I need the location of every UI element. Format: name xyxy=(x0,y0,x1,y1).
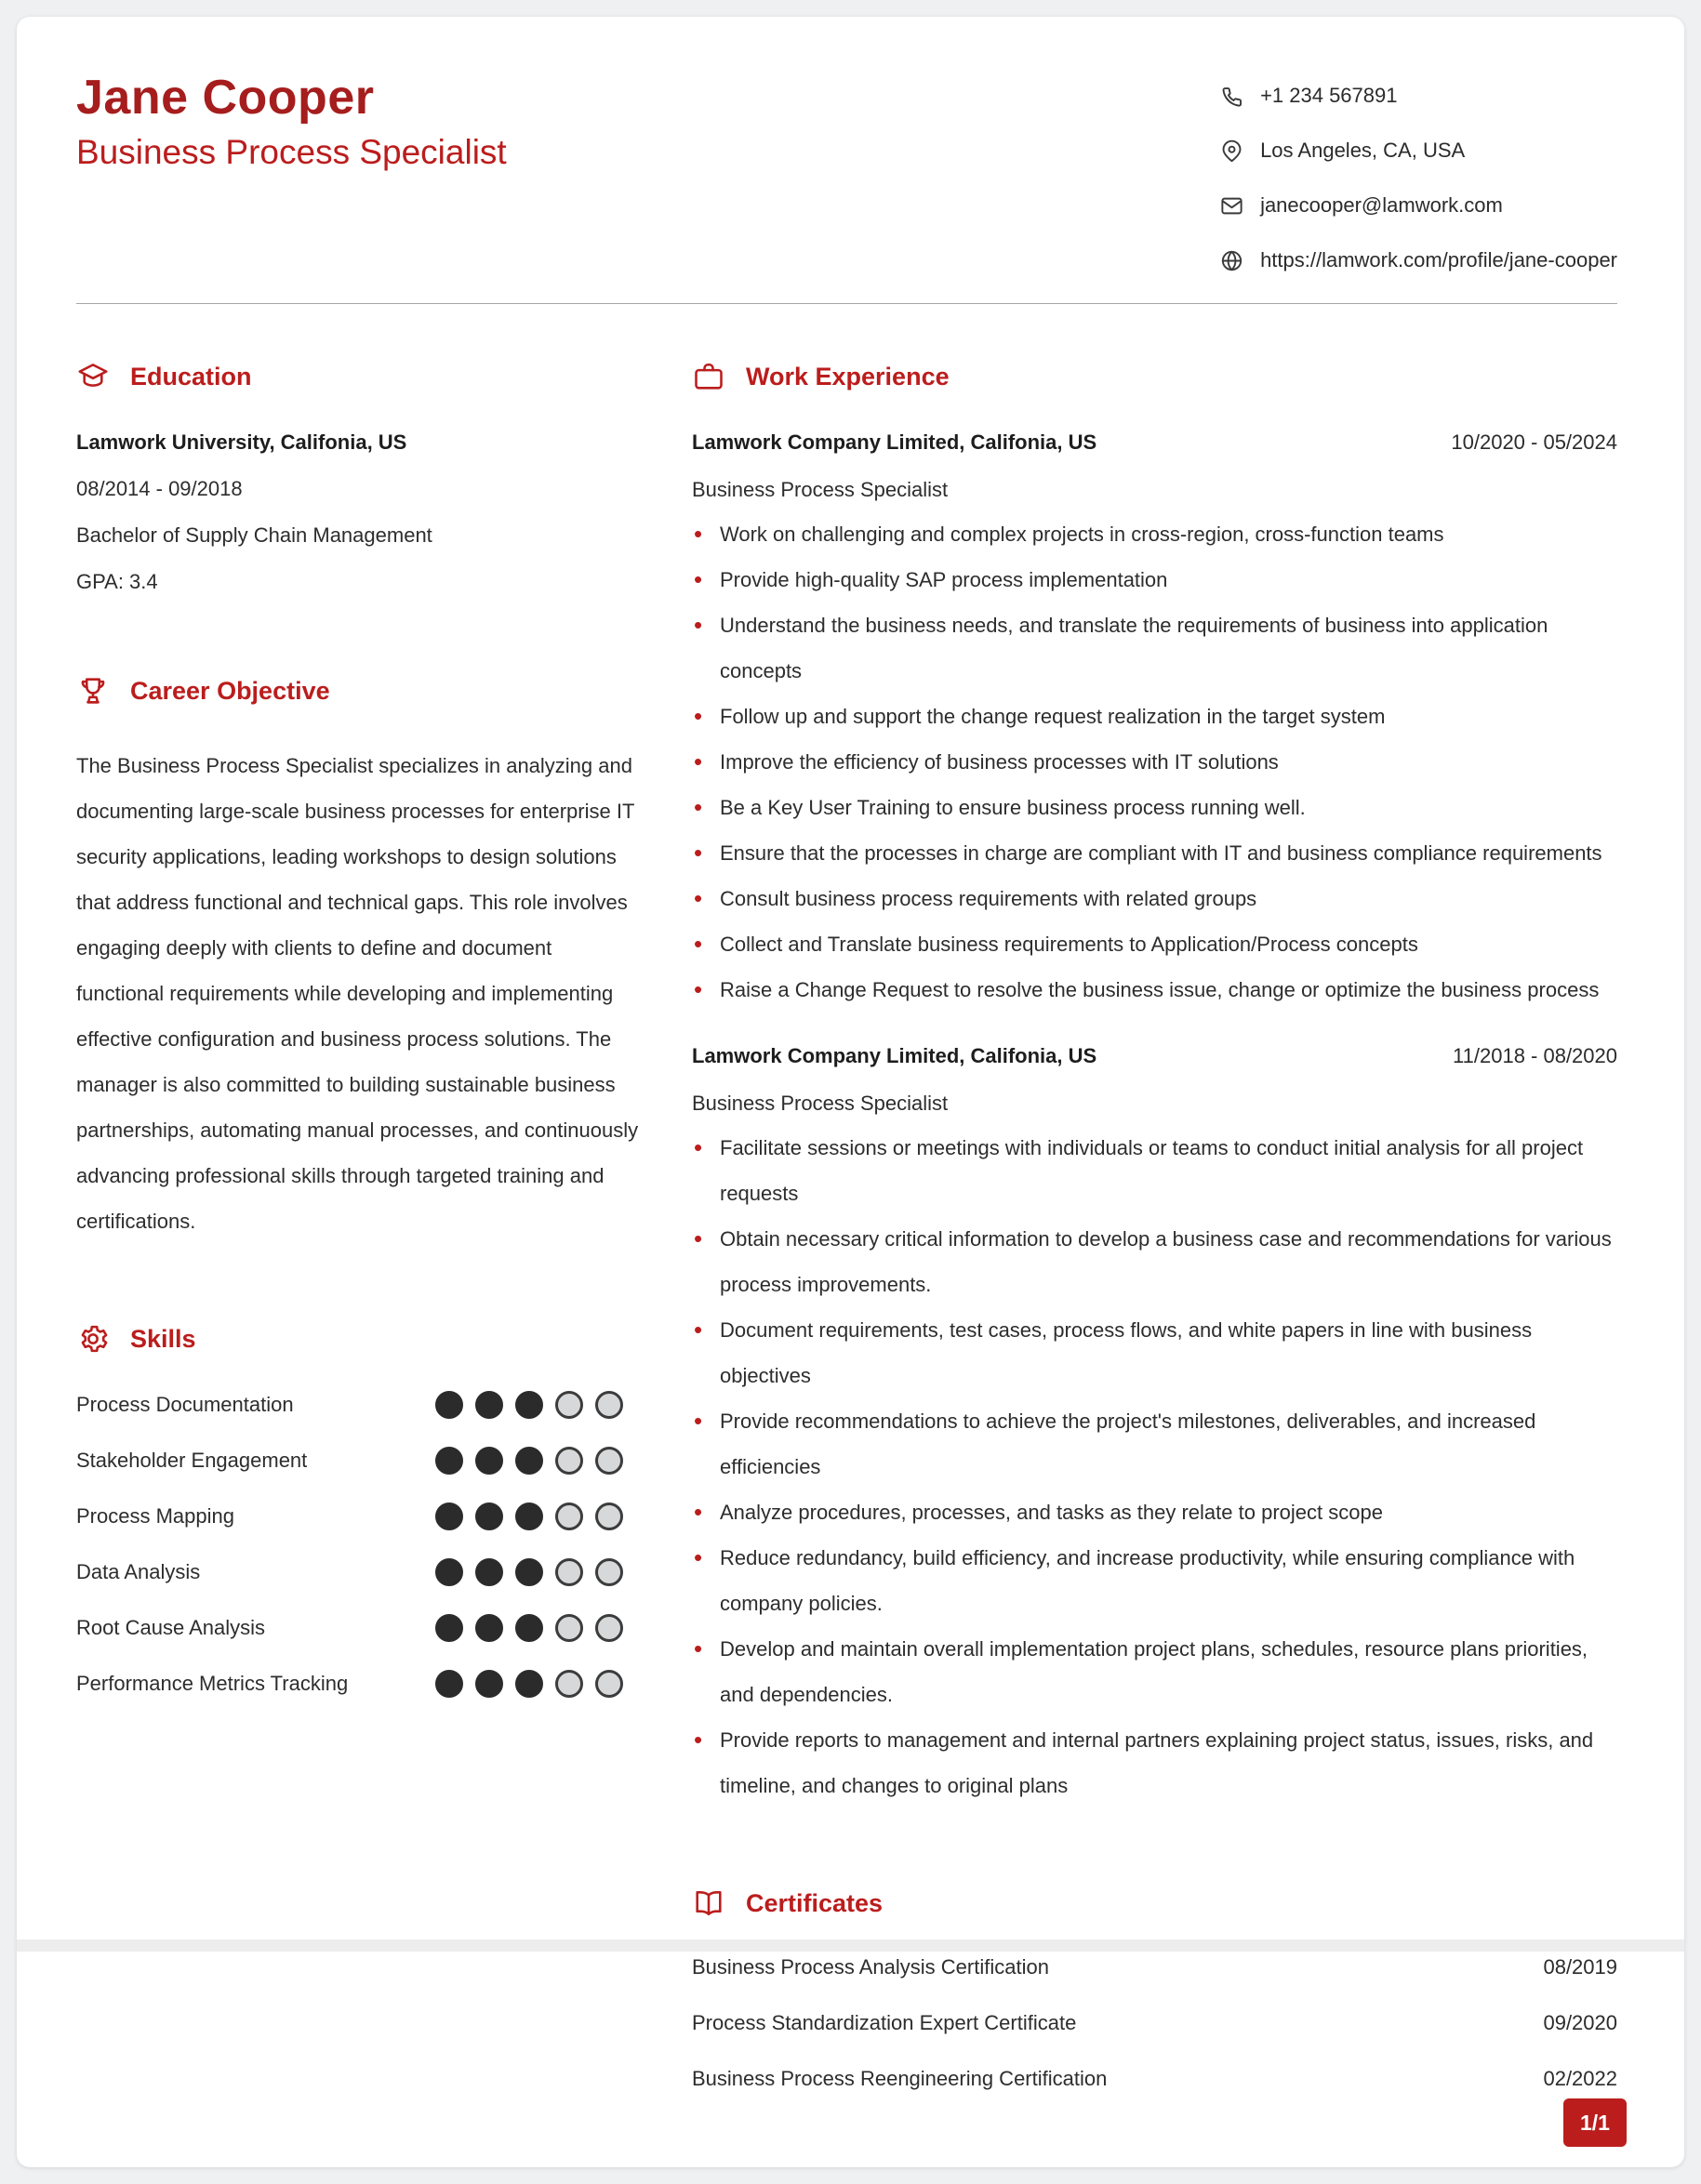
skill-name: Data Analysis xyxy=(76,1560,201,1583)
skill-name: Performance Metrics Tracking xyxy=(76,1672,349,1695)
work-bullet: • Provide reports to management and internal partners explaining project status, issues, risks, and timeline, and changes to original plans xyxy=(692,1717,1617,1808)
page-end-indicator xyxy=(17,1939,1684,1952)
skill-dot xyxy=(435,1391,463,1419)
contact-website-text: https://lamwork.com/profile/jane-cooper xyxy=(1260,248,1617,272)
skill-dot xyxy=(555,1391,583,1419)
skill-dot xyxy=(595,1447,623,1475)
work-bullet: • Improve the efficiency of business processes with IT solutions xyxy=(692,739,1617,785)
certificate-name: Business Process Analysis Certification xyxy=(692,1955,1049,1979)
globe-icon xyxy=(1219,248,1244,273)
career-objective-text: The Business Process Specialist specializes in analyzing and documenting large-scale business processes for enterprise IT security applications, leading workshops to design solutions that address functional and technical gaps. This role involves engaging deeply with clients to define and document functional requirements while developing and implementing effective configuration and business process solutions. The manager is also committed to building sustainable business partnerships, automating manual processes, and continuously advancing professional skills through targeted training and certifications. xyxy=(76,754,639,1233)
skill-dot xyxy=(595,1558,623,1586)
career-objective-section xyxy=(76,674,640,1244)
work-bullet: • Obtain necessary critical information to develop a business case and recommendations for various process improvements. xyxy=(692,1216,1617,1307)
job-company: Lamwork Company Limited, Califonia, US xyxy=(692,430,1097,454)
job-entry xyxy=(692,1042,1617,1808)
work-bullet: • Develop and maintain overall implementation project plans, schedules, resource plans priorities, and dependencies. xyxy=(692,1626,1617,1717)
skill-row xyxy=(76,1614,640,1642)
contact-email-text: janecooper@lamwork.com xyxy=(1260,193,1503,218)
certificates-list xyxy=(692,1955,1617,2095)
skill-row xyxy=(76,1670,640,1698)
skill-dot xyxy=(555,1614,583,1642)
skill-dot xyxy=(515,1670,543,1698)
certificate-row xyxy=(692,2067,1617,2095)
candidate-name: Jane Cooper xyxy=(76,71,375,125)
work-experience-section xyxy=(692,360,1617,1808)
gear-icon xyxy=(76,1322,110,1356)
job-title: Business Process Specialist xyxy=(692,1092,949,1115)
contact-phone-row xyxy=(1219,84,1617,109)
contact-email-row xyxy=(1219,193,1617,218)
work-bullet: • Document requirements, test cases, process flows, and white papers in line with business objectives xyxy=(692,1307,1617,1398)
job-company: Lamwork Company Limited, Califonia, US xyxy=(692,1044,1097,1067)
skill-dot xyxy=(475,1558,503,1586)
certificate-row xyxy=(692,2011,1617,2039)
skill-dots xyxy=(435,1558,623,1586)
certificates-section xyxy=(692,1886,1617,2095)
skill-dot xyxy=(515,1614,543,1642)
section-title-career-objective: Career Objective xyxy=(130,676,330,705)
skill-dot xyxy=(435,1447,463,1475)
open-book-icon xyxy=(692,1886,725,1920)
skill-dot xyxy=(435,1670,463,1698)
work-bullet: • Reduce redundancy, build efficiency, and increase productivity, while ensuring compliance with company policies. xyxy=(692,1535,1617,1626)
work-bullet: • Collect and Translate business requirements to Application/Process concepts xyxy=(692,921,1617,967)
certificates-heading xyxy=(692,1886,1617,1920)
skill-dot xyxy=(555,1558,583,1586)
education-degree: Bachelor of Supply Chain Management xyxy=(76,523,432,547)
section-title-education: Education xyxy=(130,362,252,390)
skill-dot xyxy=(515,1502,543,1530)
skill-dots xyxy=(435,1391,623,1419)
education-dates: 08/2014 - 09/2018 xyxy=(76,477,243,500)
education-section xyxy=(76,360,640,596)
contact-info xyxy=(1219,84,1617,273)
work-bullet: • Work on challenging and complex projects in cross-region, cross-function teams xyxy=(692,511,1617,557)
job-title: Business Process Specialist xyxy=(692,478,949,501)
work-bullet: • Provide high-quality SAP process implementation xyxy=(692,557,1617,602)
certificate-date: 09/2020 xyxy=(1543,2011,1617,2034)
skills-heading xyxy=(76,1322,640,1356)
skill-dot xyxy=(435,1558,463,1586)
skill-dot xyxy=(515,1447,543,1475)
education-heading xyxy=(76,360,640,393)
job-entry xyxy=(692,429,1617,1013)
job-dates: 11/2018 - 08/2020 xyxy=(1453,1044,1617,1067)
work-bullet: • Follow up and support the change request realization in the target system xyxy=(692,694,1617,739)
skill-name: Process Mapping xyxy=(76,1504,234,1528)
page-number-badge: 1/1 xyxy=(1563,2098,1627,2147)
skill-dots xyxy=(435,1670,623,1698)
work-experience-heading xyxy=(692,360,1617,393)
education-school: Lamwork University, Califonia, US xyxy=(76,430,407,454)
right-column xyxy=(692,360,1617,2167)
skill-name: Stakeholder Engagement xyxy=(76,1449,308,1472)
skill-dot xyxy=(475,1447,503,1475)
job-bullets xyxy=(692,1125,1617,1808)
skills-section xyxy=(76,1322,640,1698)
skill-dot xyxy=(595,1391,623,1419)
skill-dot xyxy=(475,1670,503,1698)
skill-dot xyxy=(515,1391,543,1419)
skill-row xyxy=(76,1391,640,1419)
briefcase-icon xyxy=(692,360,725,393)
career-objective-heading xyxy=(76,674,640,708)
skills-list xyxy=(76,1391,640,1698)
job-header xyxy=(692,429,1617,457)
skill-dot xyxy=(435,1502,463,1530)
work-bullet: • Raise a Change Request to resolve the business issue, change or optimize the business process xyxy=(692,967,1617,1013)
certificate-date: 02/2022 xyxy=(1543,2067,1617,2090)
work-bullet: • Understand the business needs, and translate the requirements of business into application concepts xyxy=(692,602,1617,694)
contact-phone-text: +1 234 567891 xyxy=(1260,84,1398,108)
identity-block xyxy=(76,71,507,173)
skill-dot xyxy=(555,1447,583,1475)
phone-icon xyxy=(1219,84,1244,109)
left-column xyxy=(76,360,640,2167)
work-bullet: • Analyze procedures, processes, and tasks as they relate to project scope xyxy=(692,1489,1617,1535)
work-bullet: • Ensure that the processes in charge are compliant with IT and business compliance requirements xyxy=(692,830,1617,876)
envelope-icon xyxy=(1219,193,1244,218)
contact-location-row xyxy=(1219,139,1617,164)
work-bullet: • Provide recommendations to achieve the project's milestones, deliverables, and increased efficiencies xyxy=(692,1398,1617,1489)
job-bullets xyxy=(692,511,1617,1013)
skill-dot xyxy=(475,1391,503,1419)
certificate-name: Process Standardization Expert Certificate xyxy=(692,2011,1077,2034)
certificate-date: 08/2019 xyxy=(1543,1955,1617,1979)
skill-dots xyxy=(435,1447,623,1475)
certificate-name: Business Process Reengineering Certification xyxy=(692,2067,1108,2090)
skill-dots xyxy=(435,1502,623,1530)
resume-header xyxy=(76,71,1617,273)
resume-page xyxy=(17,17,1684,2167)
work-bullet: • Be a Key User Training to ensure business process running well. xyxy=(692,785,1617,830)
header-divider xyxy=(76,303,1617,304)
skill-dot xyxy=(555,1502,583,1530)
skill-dot xyxy=(595,1502,623,1530)
skill-dot xyxy=(555,1670,583,1698)
skill-dots xyxy=(435,1614,623,1642)
skill-dot xyxy=(595,1614,623,1642)
skill-dot xyxy=(475,1614,503,1642)
education-gpa: GPA: 3.4 xyxy=(76,570,158,593)
skill-row xyxy=(76,1502,640,1530)
skill-row xyxy=(76,1558,640,1586)
skill-dot xyxy=(595,1670,623,1698)
job-dates: 10/2020 - 05/2024 xyxy=(1451,430,1617,454)
resume-body xyxy=(76,360,1617,2167)
skill-dot xyxy=(435,1614,463,1642)
trophy-icon xyxy=(76,674,110,708)
graduation-cap-icon xyxy=(76,360,110,393)
section-title-work-experience: Work Experience xyxy=(746,362,950,390)
certificate-row xyxy=(692,1955,1617,1983)
jobs-list xyxy=(692,429,1617,1808)
contact-website-row xyxy=(1219,248,1617,273)
skill-row xyxy=(76,1447,640,1475)
skill-dot xyxy=(475,1502,503,1530)
section-title-skills: Skills xyxy=(130,1324,196,1353)
work-bullet: • Consult business process requirements with related groups xyxy=(692,876,1617,921)
contact-location-text: Los Angeles, CA, USA xyxy=(1260,139,1466,163)
candidate-title: Business Process Specialist xyxy=(76,132,507,171)
skill-name: Process Documentation xyxy=(76,1393,294,1416)
location-pin-icon xyxy=(1219,139,1244,164)
job-header xyxy=(692,1042,1617,1070)
skill-name: Root Cause Analysis xyxy=(76,1616,265,1639)
skill-dot xyxy=(515,1558,543,1586)
work-bullet: • Facilitate sessions or meetings with individuals or teams to conduct initial analysis for all project requests xyxy=(692,1125,1617,1216)
section-title-certificates: Certificates xyxy=(746,1888,884,1917)
